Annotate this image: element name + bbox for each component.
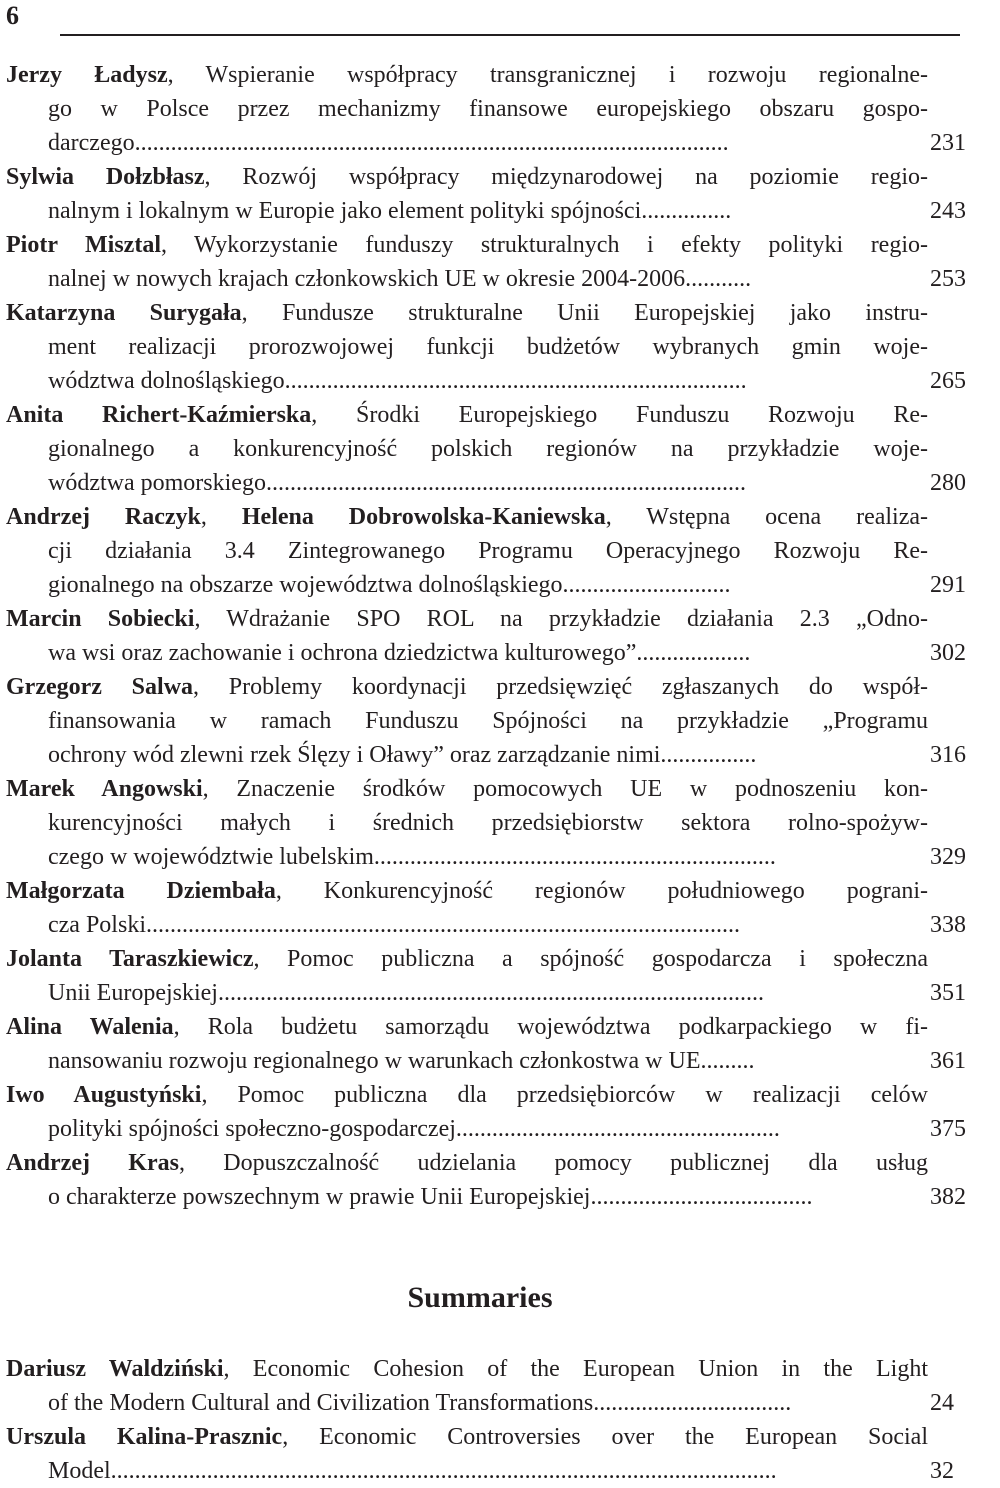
- page-reference: 338: [930, 912, 966, 938]
- toc-entry-line: [48, 126, 928, 160]
- page-reference: 316: [930, 742, 966, 768]
- entry-title-text: go w Polsce przez mechanizmy finansowe europejskiego obszaru gospo-: [48, 96, 928, 122]
- toc-entry-line: [6, 942, 928, 976]
- entry-title-text: nalnej w nowych krajach członkowskich UE w okresie 2004-2006: [48, 266, 686, 292]
- author-name: Grzegorz Salwa: [6, 674, 194, 700]
- dot-leader: .........: [700, 1048, 755, 1074]
- toc-entry[interactable]: [6, 228, 966, 296]
- entry-title-text: cza Polski: [48, 912, 146, 938]
- page-reference: 231: [930, 130, 966, 156]
- entry-title-text: Model: [48, 1458, 111, 1484]
- dot-leader: ............................: [562, 572, 731, 598]
- entry-title-text: , Konkurencyjność regionów południowego pograni-: [275, 878, 929, 904]
- toc-entry-line: [6, 228, 928, 262]
- entry-title-text: , Wstępna ocena realiza-: [605, 504, 929, 530]
- table-of-contents: [6, 58, 966, 1214]
- author-name: Alina Walenia: [6, 1014, 174, 1040]
- toc-entry-line: [48, 330, 928, 364]
- entry-title-text: , Pomoc publiczna dla przedsiębiorców w realizacji celów: [201, 1082, 928, 1108]
- entry-title-text: Unii Europejskiej: [48, 980, 218, 1006]
- summaries-list: [6, 1352, 960, 1488]
- toc-entry-line: [48, 1454, 928, 1488]
- toc-entry[interactable]: [6, 772, 966, 874]
- toc-entry-line: [6, 1078, 928, 1112]
- entry-title-text: ment realizacji prorozwojowej funkcji budżetów wybranych gmin woje-: [48, 334, 928, 360]
- entry-title-text: , Wspieranie współpracy transgranicznej i rozwoju regionalne-: [167, 62, 928, 88]
- toc-entry-line: [48, 534, 928, 568]
- author-name: Jerzy Ładysz: [6, 62, 168, 88]
- toc-entry-line: [48, 976, 928, 1010]
- author-name: Dariusz Waldziński: [6, 1356, 224, 1382]
- toc-entry-line: [6, 1146, 928, 1180]
- dot-leader: ...........: [685, 266, 752, 292]
- toc-entry-line: [48, 1180, 928, 1214]
- author-name: Katarzyna Surygała: [6, 300, 242, 326]
- page-reference: 243: [930, 198, 966, 224]
- toc-entry-line: [6, 58, 928, 92]
- dot-leader: ................: [660, 742, 757, 768]
- entry-title-text: polityki spójności społeczno-gospodarczej: [48, 1116, 456, 1142]
- toc-entry[interactable]: [6, 296, 966, 398]
- dot-leader: ...............................................................................................................: [110, 1458, 777, 1484]
- toc-entry[interactable]: [6, 1078, 966, 1146]
- author-name: Andrzej Kras: [6, 1150, 179, 1176]
- entry-title-text: of the Modern Cultural and Civilization Transformations: [48, 1390, 594, 1416]
- entry-title-text: , Znaczenie środków pomocowych UE w podnoszeniu kon-: [202, 776, 928, 802]
- page-reference: 361: [930, 1048, 966, 1074]
- page-reference: 24: [930, 1390, 954, 1416]
- author-name: Marcin Sobiecki: [6, 606, 195, 632]
- header-rule: [60, 34, 960, 36]
- entry-title-text: cji działania 3.4 Zintegrowanego Programu Operacyjnego Rozwoju Re-: [48, 538, 928, 564]
- toc-entry-line: [6, 670, 928, 704]
- page-number: 6: [6, 1, 19, 30]
- dot-leader: ......................................................: [455, 1116, 780, 1142]
- page-reference: 253: [930, 266, 966, 292]
- author-name: Anita Richert-Kaźmierska: [6, 402, 312, 428]
- dot-leader: ...................................................................: [373, 844, 776, 870]
- page-reference: 265: [930, 368, 966, 394]
- entry-title-text: , Fundusze strukturalne Unii Europejskiej jako instru-: [241, 300, 929, 326]
- dot-leader: .....................................: [590, 1184, 813, 1210]
- dot-leader: ...................................................................................................: [145, 912, 740, 938]
- entry-title-text: czego w województwie lubelskim: [48, 844, 374, 870]
- entry-title-text: nansowaniu rozwoju regionalnego w warunkach członkostwa w UE: [48, 1048, 701, 1074]
- entry-title-text: , Pomoc publiczna a spójność gospodarcza i społeczna: [253, 946, 928, 972]
- author-name: Małgorzata Dziembała: [6, 878, 276, 904]
- author-name: Piotr Misztal: [6, 232, 161, 258]
- toc-entry-line: [48, 364, 928, 398]
- dot-leader: .............................................................................: [284, 368, 747, 394]
- toc-entry[interactable]: [6, 1352, 954, 1420]
- dot-leader: ...............: [641, 198, 732, 224]
- entry-title-text: darczego: [48, 130, 135, 156]
- entry-title-text: wództwa dolnośląskiego: [48, 368, 285, 394]
- toc-entry-line: [6, 602, 928, 636]
- toc-entry-line: [6, 398, 929, 432]
- author-name: Sylwia Dołzbłasz: [6, 164, 205, 190]
- toc-entry-line: [48, 738, 928, 772]
- entry-title-text: , Środki Europejskiego Funduszu Rozwoju Re-: [311, 402, 929, 428]
- toc-entry[interactable]: [6, 500, 966, 602]
- toc-entry[interactable]: [6, 602, 966, 670]
- toc-entry-line: [6, 160, 928, 194]
- toc-entry-line: [48, 466, 928, 500]
- toc-entry-line: [6, 772, 928, 806]
- toc-entry[interactable]: [6, 398, 966, 500]
- entry-title-text: , Economic Controversies over the European Social: [282, 1424, 929, 1450]
- toc-entry-line: [6, 1010, 928, 1044]
- toc-entry-line: [6, 874, 929, 908]
- author-name: Jolanta Taraszkiewicz: [6, 946, 254, 972]
- page-reference: 329: [930, 844, 966, 870]
- page-reference: 382: [930, 1184, 966, 1210]
- toc-entry-line: [48, 92, 928, 126]
- author-name: Marek Angowski: [6, 776, 203, 802]
- toc-entry-line: [48, 432, 928, 466]
- toc-entry[interactable]: [6, 160, 966, 228]
- toc-entry-line: [48, 262, 928, 296]
- toc-entry[interactable]: [6, 58, 966, 160]
- toc-entry[interactable]: [6, 874, 966, 942]
- toc-entry-line: [6, 296, 929, 330]
- author-name: Urszula Kalina-Prasznic: [6, 1424, 283, 1450]
- entry-title-text: gionalnego a konkurencyjność polskich regionów na przykładzie woje-: [48, 436, 928, 462]
- dot-leader: ...................: [636, 640, 751, 666]
- dot-leader: ................................................................................: [265, 470, 746, 496]
- toc-entry-line: [48, 1112, 928, 1146]
- toc-entry[interactable]: [6, 1420, 954, 1488]
- entry-title-text: , Rozwój współpracy międzynarodowej na poziomie regio-: [204, 164, 928, 190]
- page-reference: 351: [930, 980, 966, 1006]
- entry-title-text: ,: [200, 504, 242, 530]
- entry-title-text: , Dopuszczalność udzielania pomocy publicznej dla usług: [178, 1150, 928, 1176]
- entry-title-text: wództwa pomorskiego: [48, 470, 266, 496]
- page-reference: 375: [930, 1116, 966, 1142]
- page-reference: 280: [930, 470, 966, 496]
- toc-entry[interactable]: [6, 670, 966, 772]
- dot-leader: ...........................................................................................: [217, 980, 764, 1006]
- toc-entry-line: [48, 908, 928, 942]
- entry-title-text: , Rola budżetu samorządu województwa podkarpackiego w fi-: [173, 1014, 928, 1040]
- toc-entry-line: [48, 704, 928, 738]
- toc-entry[interactable]: [6, 1010, 966, 1078]
- toc-entry-line: [6, 1420, 929, 1454]
- toc-entry-line: [48, 1386, 928, 1420]
- toc-entry-line: [48, 636, 928, 670]
- entry-title-text: gionalnego na obszarze województwa dolnośląskiego: [48, 572, 563, 598]
- toc-entry-line: [48, 806, 928, 840]
- page-reference: 291: [930, 572, 966, 598]
- author-name: Helena Dobrowolska-Kaniewska: [241, 504, 606, 530]
- toc-entry-line: [48, 1044, 928, 1078]
- toc-entry[interactable]: [6, 1146, 966, 1214]
- entry-title-text: kurencyjności małych i średnich przedsiębiorstw sektora rolno-spożyw-: [48, 810, 928, 836]
- entry-title-text: , Economic Cohesion of the European Union in the Light: [223, 1356, 928, 1382]
- toc-entry-line: [6, 1352, 928, 1386]
- entry-title-text: , Problemy koordynacji przedsięwzięć zgłaszanych do współ-: [193, 674, 928, 700]
- page-reference: 32: [930, 1458, 954, 1484]
- entry-title-text: , Wdrażanie SPO ROL na przykładzie działania 2.3 „Odno-: [194, 606, 928, 632]
- entry-title-text: nalnym i lokalnym w Europie jako element polityki spójności: [48, 198, 642, 224]
- author-name: Andrzej Raczyk: [6, 504, 201, 530]
- entry-title-text: ochrony wód zlewni rzek Ślęzy i Oławy” oraz zarządzanie nimi: [48, 742, 661, 768]
- author-name: Iwo Augustyński: [6, 1082, 202, 1108]
- toc-entry-line: [6, 500, 929, 534]
- toc-entry[interactable]: [6, 942, 966, 1010]
- entry-title-text: , Wykorzystanie funduszy strukturalnych i efekty polityki regio-: [161, 232, 928, 258]
- toc-entry-line: [48, 568, 928, 602]
- entry-title-text: o charakterze powszechnym w prawie Unii Europejskiej: [48, 1184, 591, 1210]
- page-reference: 302: [930, 640, 966, 666]
- dot-leader: ...................................................................................................: [134, 130, 729, 156]
- entry-title-text: wa wsi oraz zachowanie i ochrona dziedzictwa kulturowego”: [48, 640, 637, 666]
- dot-leader: .................................: [593, 1390, 792, 1416]
- entry-title-text: finansowania w ramach Funduszu Spójności na przykładzie „Programu: [48, 708, 928, 734]
- toc-entry-line: [48, 194, 928, 228]
- summaries-heading: Summaries: [407, 1281, 553, 1314]
- toc-entry-line: [48, 840, 928, 874]
